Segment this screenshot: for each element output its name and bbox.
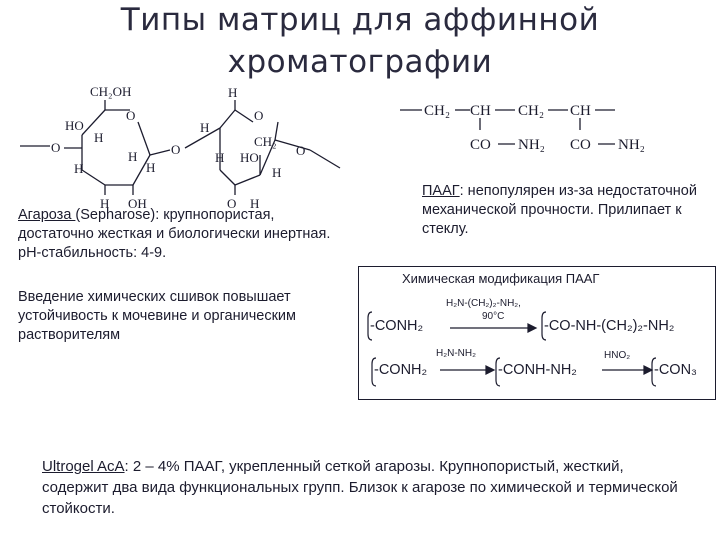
r1-product: -CO-NH-(CH₂)₂-NH₂ bbox=[544, 318, 675, 334]
r3-reagent: HNO₂ bbox=[604, 350, 631, 361]
agarose-label: HO bbox=[240, 150, 259, 165]
agarose-label: HO bbox=[65, 118, 84, 133]
paag-label: CO bbox=[470, 137, 491, 153]
title-line-2: хроматографии bbox=[227, 44, 493, 80]
agarose-label: H bbox=[74, 161, 84, 176]
r2-reagent: H₂N-NH₂ bbox=[436, 348, 476, 359]
agarose-label: CH₂OH bbox=[90, 84, 132, 99]
title-line-1: Типы матриц для аффинной bbox=[120, 2, 600, 38]
ultrogel-name: Ultrogel AcA bbox=[42, 458, 125, 475]
r3-product: -CON₃ bbox=[654, 362, 697, 378]
paag-label: NH₂ bbox=[518, 137, 545, 153]
agarose-label: O bbox=[296, 143, 306, 158]
agarose-label: H bbox=[272, 165, 282, 180]
modification-title: Химическая модификация ПААГ bbox=[402, 271, 600, 286]
agarose-label: H bbox=[128, 149, 138, 164]
agarose-desc: : крупнопористая, достаточно жесткая и биологически инертная. рН-стабильность: 4-9. bbox=[18, 207, 331, 261]
agarose-label: O bbox=[126, 108, 136, 123]
crosslink-text: Введение химических сшивок повышает устойчивость к мочевине и органическим растворителям bbox=[18, 289, 296, 343]
paag-label: CH bbox=[570, 103, 591, 119]
r1-temp: 90°C bbox=[482, 311, 505, 322]
agarose-sepharose: (Sepharose) bbox=[75, 207, 156, 223]
agarose-description bbox=[18, 206, 348, 263]
r2-reactant: -CONH₂ bbox=[374, 362, 428, 378]
agarose-label: H bbox=[228, 85, 238, 100]
agarose-label: CH₂ bbox=[254, 134, 277, 149]
paag-label: CH bbox=[470, 103, 491, 119]
agarose-label: O bbox=[227, 196, 237, 211]
paag-label: CH₂ bbox=[518, 103, 545, 119]
agarose-label: O bbox=[171, 142, 181, 157]
agarose-label: OH bbox=[128, 196, 147, 211]
paag-label: CO bbox=[570, 137, 591, 153]
paag-name: ПААГ bbox=[422, 183, 460, 199]
agarose-label: H bbox=[250, 196, 260, 211]
paag-description bbox=[422, 182, 702, 239]
agarose-label: H bbox=[200, 120, 210, 135]
agarose-label: O bbox=[51, 140, 61, 155]
agarose-label: H bbox=[100, 196, 110, 211]
ultrogel-description bbox=[42, 456, 692, 519]
r1-reactant: -CONH₂ bbox=[370, 318, 424, 334]
paag-structure bbox=[400, 98, 700, 168]
agarose-label: O bbox=[254, 108, 264, 123]
agarose-label: H bbox=[146, 160, 156, 175]
agarose-label: H bbox=[94, 130, 104, 145]
paag-label: CH₂ bbox=[424, 103, 451, 119]
ultrogel-desc: : 2 – 4% ПААГ, укрепленный сеткой агарозы. Крупнопористый, жесткий, содержит два вида функциональных групп. Близок к агарозе по химической и термической стойкости. bbox=[42, 458, 678, 517]
paag-label: NH₂ bbox=[618, 137, 645, 153]
r2-product: -CONH-NH₂ bbox=[498, 362, 577, 378]
agarose-structure bbox=[20, 80, 370, 220]
paag-desc: : непопулярен из-за недостаточной механической прочности. Прилипает к стеклу. bbox=[422, 183, 697, 237]
agarose-name: Агароза bbox=[18, 207, 76, 223]
r1-reagent: H₂N-(CH₂)₂-NH₂, bbox=[446, 298, 521, 309]
agarose-label: H bbox=[215, 150, 225, 165]
